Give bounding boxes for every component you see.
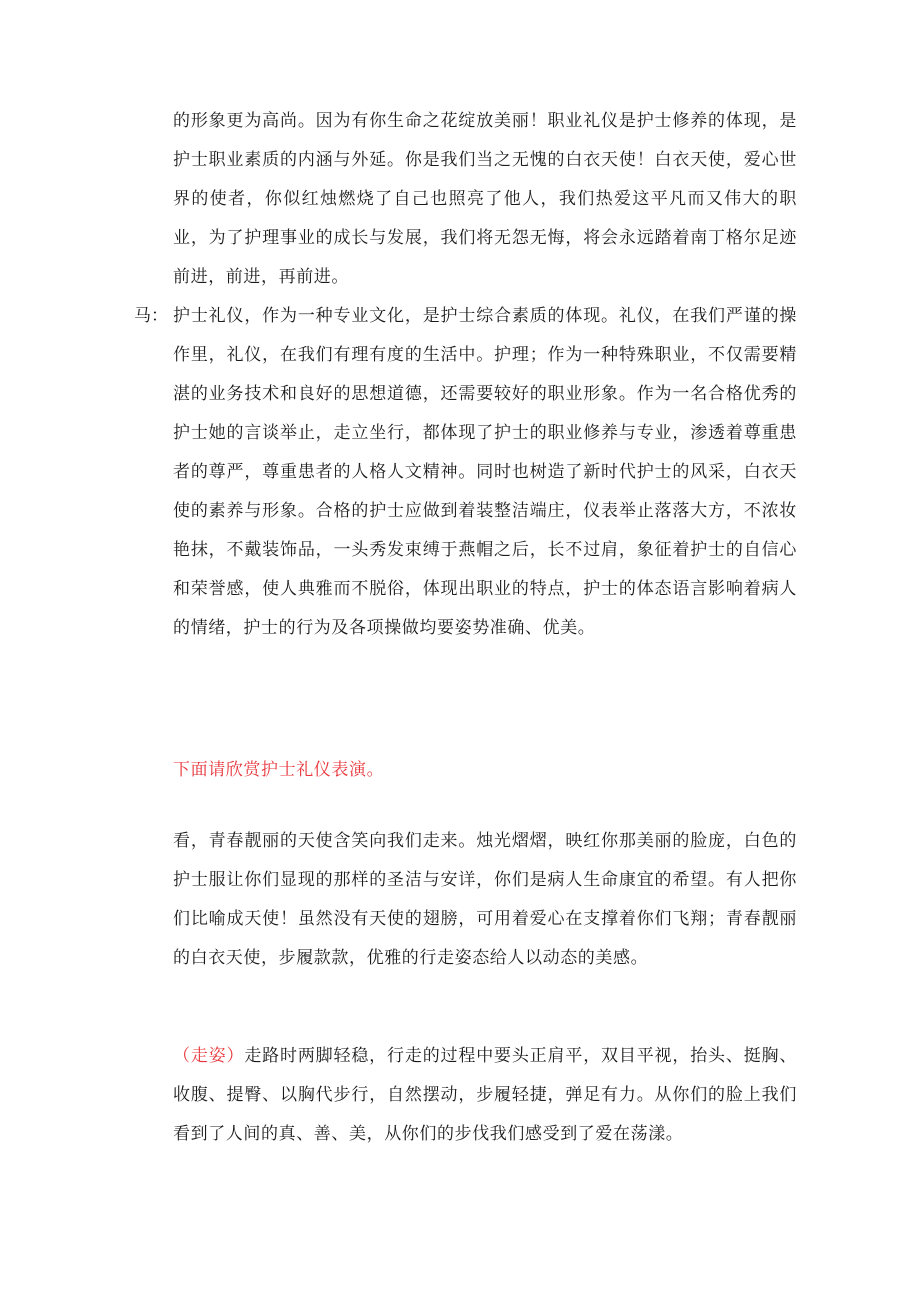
walking-posture-text: 走路时两脚轻稳，行走的过程中要头正肩平，双目平视，抬头、挺胸、收腹、提臀、以胸代步行，自然摆动，步履轻捷，弹足有力。从你们的脸上我们看到了人间的真、善、美，从你们的步伐我们感受到了爱在荡漾。 [173,1046,797,1144]
paragraph-walking-posture [173,1037,797,1154]
speaker-label-ma: 马： [134,306,168,326]
paragraph-nurse-etiquette: 护士礼仪，作为一种专业文化，是护士综合素质的体现。礼仪，在我们严谨的操作里，礼仪，在我们有理有度的生活中。护理；作为一种特殊职业，不仅需要精湛的业务技术和良好的思想道德，还需要较好的职业形象。作为一名合格优秀的护士她的言谈举止，走立坐行，都体现了护士的职业修养与专业，渗透着尊重患者的尊严，尊重患者的人格人文精神。同时也树造了新时代护士的风采，白衣天使的素养与形象。合格的护士应做到着装整洁端庄，仪表举止落落大方，不浓妆艳抹，不戴装饰品，一头秀发束缚于燕帽之后，长不过肩，象征着护士的自信心和荣誉感，使人典雅而不脱俗，体现出职业的特点，护士的体态语言影响着病人的情绪，护士的行为及各项操做均要姿势准确、优美。 [173,306,797,638]
paragraph-performance-intro: 下面请欣赏护士礼仪表演。 [173,760,385,780]
walking-posture-label: （走姿） [173,1046,245,1066]
paragraph-angel-description: 看，青春靓丽的天使含笑向我们走来。烛光熠熠，映红你那美丽的脸庞，白色的护士服让你们显现的那样的圣洁与安详，你们是病人生命康宜的希望。有人把你们比喻成天使！虽然没有天使的翅膀，可用着爱心在支撑着你们飞翔；青春靓丽的白衣天使，步履款款，优雅的行走姿态给人以动态的美感。 [173,831,797,968]
paragraph-nurse-image: 的形象更为高尚。因为有你生命之花绽放美丽！职业礼仪是护士修养的体现，是护士职业素质的内涵与外延。你是我们当之无愧的白衣天使！白衣天使，爱心世界的使者，你似红烛燃烧了自己也照亮了他人，我们热爱这平凡而又伟大的职业，为了护理事业的成长与发展，我们将无怨无悔，将会永远踏着南丁格尔足迹前进，前进，再前进。 [173,111,797,287]
